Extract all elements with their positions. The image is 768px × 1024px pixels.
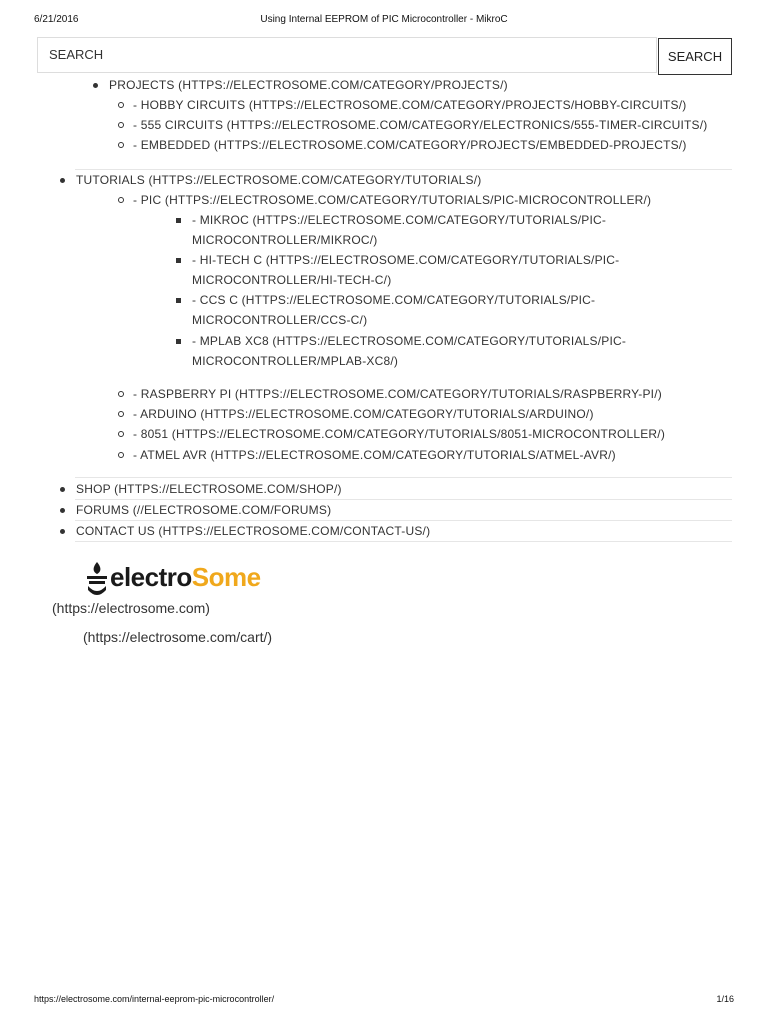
subsubmenu-item-hi-tech-c-cont[interactable] — [192, 272, 391, 288]
subsubmenu-item-mplab-xc8[interactable] — [192, 333, 626, 349]
submenu-item-555-circuits[interactable] — [133, 117, 708, 133]
submenu-link[interactable]: - PIC (HTTPS://ELECTROSOME.COM/CATEGORY/TUTORIALS/PIC-MICROCONTROLLER/) — [133, 193, 652, 207]
submenu-item-atmel-avr[interactable] — [133, 447, 616, 463]
subsubmenu-link[interactable]: - MPLAB XC8 (HTTPS://ELECTROSOME.COM/CATEGORY/TUTORIALS/PIC- — [192, 334, 627, 348]
subsubmenu-item-mikroc[interactable] — [192, 212, 606, 228]
menu-item-shop[interactable] — [76, 481, 342, 497]
submenu-item-embedded[interactable] — [133, 137, 687, 153]
menu-link-projects[interactable]: PROJECTS (HTTPS://ELECTROSOME.COM/CATEGORY/PROJECTS/) — [109, 78, 508, 92]
submenu-link[interactable]: - EMBEDDED (HTTPS://ELECTROSOME.COM/CATEGORY/PROJECTS/EMBEDDED-PROJECTS/) — [133, 138, 687, 152]
submenu-link[interactable]: - RASPBERRY PI (HTTPS://ELECTROSOME.COM/CATEGORY/TUTORIALS/RASPBERRY-PI/) — [133, 387, 662, 401]
logo-wordmark — [110, 562, 261, 593]
subsubmenu-link[interactable]: MICROCONTROLLER/MIKROC/) — [192, 233, 378, 247]
subsubmenu-link[interactable]: - MIKROC (HTTPS://ELECTROSOME.COM/CATEGORY/TUTORIALS/PIC- — [192, 213, 607, 227]
subsubmenu-link[interactable]: MICROCONTROLLER/CCS-C/) — [192, 313, 368, 327]
subsubmenu-item-mplab-xc8-cont[interactable] — [192, 353, 398, 369]
cart-link[interactable]: (https://electrosome.com/cart/) — [83, 629, 273, 645]
subsubmenu-link[interactable]: - CCS C (HTTPS://ELECTROSOME.COM/CATEGORY/TUTORIALS/PIC- — [192, 293, 596, 307]
print-page-number: 1/16 — [716, 994, 734, 1004]
menu-link-contact[interactable]: CONTACT US (HTTPS://ELECTROSOME.COM/CONTACT-US/) — [76, 524, 431, 538]
submenu-link[interactable]: - HOBBY CIRCUITS (HTTPS://ELECTROSOME.COM/CATEGORY/PROJECTS/HOBBY-CIRCUITS/) — [133, 98, 687, 112]
menu-divider — [75, 477, 732, 478]
menu-link-forums[interactable]: FORUMS (//ELECTROSOME.COM/FORUMS) — [76, 503, 332, 517]
menu-link-tutorials[interactable]: TUTORIALS (HTTPS://ELECTROSOME.COM/CATEGORY/TUTORIALS/) — [76, 173, 482, 187]
logo-text-accent: Some — [191, 562, 261, 592]
search-input[interactable]: SEARCH — [37, 37, 657, 73]
menu-item-forums[interactable] — [76, 502, 331, 518]
subsubmenu-link[interactable]: - HI-TECH C (HTTPS://ELECTROSOME.COM/CATEGORY/TUTORIALS/PIC- — [192, 253, 620, 267]
subsubmenu-item-ccs-c[interactable] — [192, 292, 595, 308]
subsubmenu-item-ccs-c-cont[interactable] — [192, 312, 367, 328]
print-footer-url: https://electrosome.com/internal-eeprom-pic-microcontroller/ — [34, 994, 275, 1004]
submenu-item-raspberry-pi[interactable] — [133, 386, 662, 402]
submenu-item-8051[interactable] — [133, 426, 665, 442]
print-date: 6/21/2016 — [34, 14, 79, 25]
submenu-item-pic[interactable] — [133, 192, 651, 208]
menu-link-shop[interactable]: SHOP (HTTPS://ELECTROSOME.COM/SHOP/) — [76, 482, 342, 496]
menu-divider — [75, 520, 732, 521]
subsubmenu-item-mikroc-cont[interactable] — [192, 232, 377, 248]
menu-divider — [75, 499, 732, 500]
submenu-item-hobby-circuits[interactable] — [133, 97, 686, 113]
logo-mark-icon — [84, 560, 110, 600]
submenu-item-arduino[interactable] — [133, 406, 594, 422]
submenu-link[interactable]: - ARDUINO (HTTPS://ELECTROSOME.COM/CATEGORY/TUTORIALS/ARDUINO/) — [133, 407, 594, 421]
logo-text-dark: electro — [110, 562, 192, 592]
subsubmenu-link[interactable]: MICROCONTROLLER/MPLAB-XC8/) — [192, 354, 399, 368]
submenu-link[interactable]: - 555 CIRCUITS (HTTPS://ELECTROSOME.COM/CATEGORY/ELECTRONICS/555-TIMER-CIRCUITS/) — [133, 118, 708, 132]
submenu-link[interactable]: - ATMEL AVR (HTTPS://ELECTROSOME.COM/CATEGORY/TUTORIALS/ATMEL-AVR/) — [133, 448, 616, 462]
menu-divider — [75, 169, 732, 170]
subsubmenu-item-hi-tech-c[interactable] — [192, 252, 619, 268]
search-button[interactable]: SEARCH — [658, 38, 732, 75]
menu-divider — [75, 541, 732, 542]
menu-item-tutorials[interactable] — [76, 172, 482, 188]
menu-item-contact[interactable] — [76, 523, 430, 539]
home-link[interactable]: (https://electrosome.com) — [52, 600, 210, 616]
menu-item-projects[interactable] — [109, 77, 508, 93]
site-logo[interactable] — [84, 560, 284, 600]
submenu-link[interactable]: - 8051 (HTTPS://ELECTROSOME.COM/CATEGORY/TUTORIALS/8051-MICROCONTROLLER/) — [133, 427, 666, 441]
print-title: Using Internal EEPROM of PIC Microcontroller - MikroC — [260, 14, 508, 25]
subsubmenu-link[interactable]: MICROCONTROLLER/HI-TECH-C/) — [192, 273, 392, 287]
